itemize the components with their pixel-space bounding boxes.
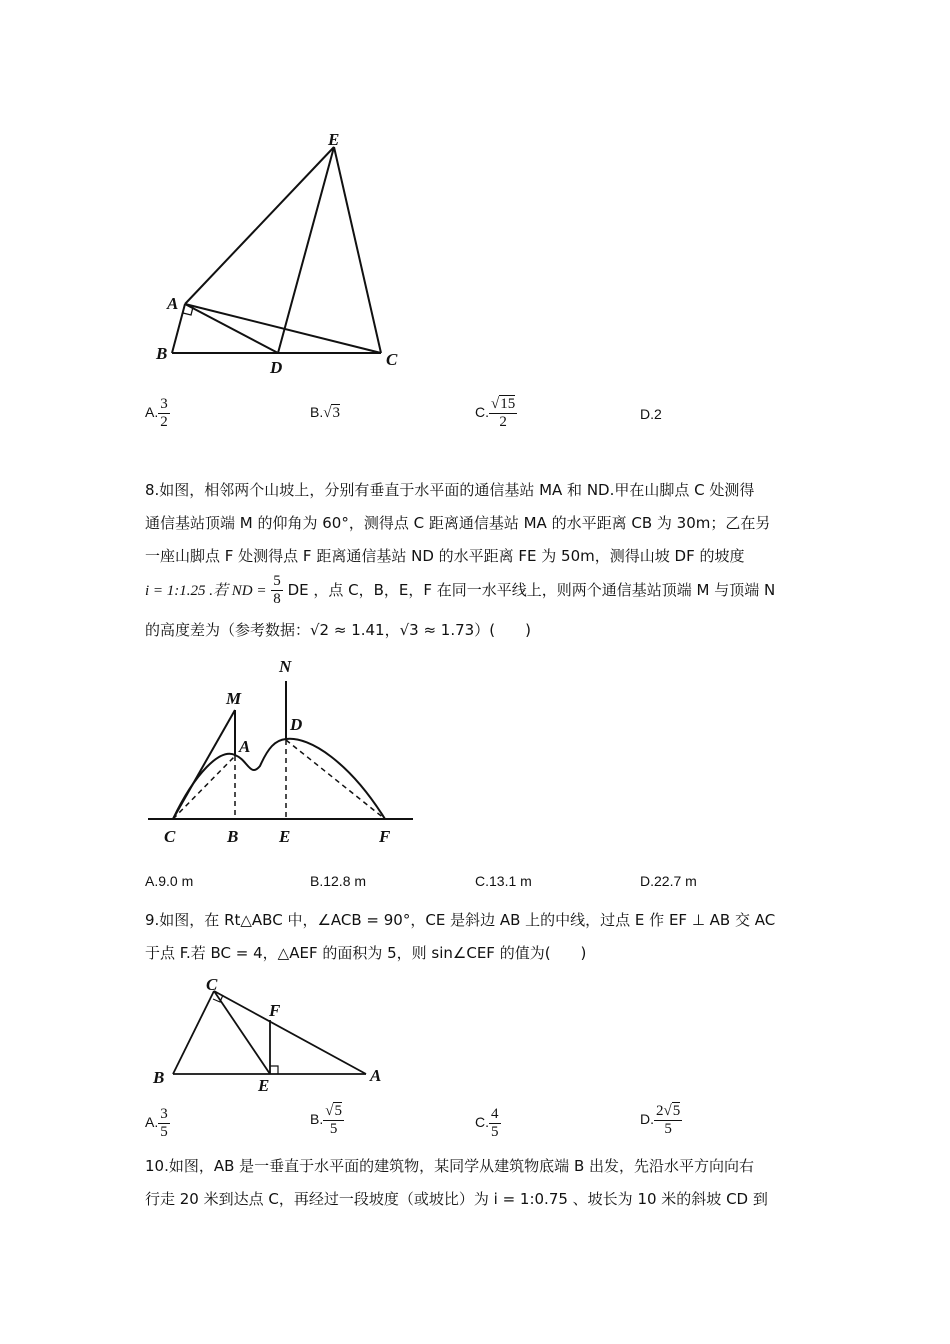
label-f: F [269,1001,281,1020]
q9-option-c[interactable]: C. $\frac{4}{5}$ [475,1106,499,1140]
label-e: E [279,827,291,846]
q8-line-5: 的高度差为（参考数据：√2 ≈ 1.41，√3 ≈ 1.73）( ) [145,621,531,639]
figure-two-hills [140,648,430,848]
label-n: N [279,657,292,676]
question-8 [145,474,810,647]
q9-option-b[interactable]: B. $\frac{√5}{5}$ [310,1103,342,1137]
figure-triangle-eabdc [150,125,420,380]
label-d: D [270,358,283,377]
q7-option-a[interactable]: A. $\frac{3}{2}$ [145,396,168,430]
q9-option-a[interactable]: A. $\frac{3}{5}$ [145,1106,168,1140]
q9-line-1: 9.如图，在 Rt△ABC 中，∠ACB = 90°，CE 是斜边 AB 上的中线，过点 E 作 EF ⊥ AB 交 AC [145,911,776,929]
q7-option-b[interactable]: B.√3 [310,404,340,421]
q8-line-1: 8.如图，相邻两个山坡上，分别有垂直于水平面的通信基站 MA 和 ND.甲在山脚点 C 处测得 [145,481,755,499]
q10-line-1: 10.如图，AB 是一垂直于水平面的建筑物，某同学从建筑物底端 B 出发，先沿水平方向向右 [145,1157,755,1175]
q8-line-3: 一座山脚点 F 处测得点 F 距离通信基站 ND 的水平距离 FE 为 50m，测得山坡 DF 的坡度 [145,547,745,565]
q8-option-a[interactable]: A.9.0 m [145,873,194,889]
label-d: D [290,715,303,734]
q8-option-c[interactable]: C.13.1 m [475,873,532,889]
label-b: B [227,827,239,846]
label-f: F [379,827,391,846]
label-c: C [164,827,176,846]
q8-line-4: i = 1:1.25 .若 ND = $\frac{5}{8}$ DE ，点 C，B，E，F 在同一水平线上，则两个通信基站顶端 M 与顶端 N [145,573,776,607]
label-c: C [206,975,218,994]
label-m: M [226,689,242,708]
q10-line-2: 行走 20 米到达点 C，再经过一段坡度（或坡比）为 i = 1:0.75 、坡长为 10 米的斜坡 CD 到 [145,1190,768,1208]
label-a: A [239,737,251,756]
label-a: A [167,294,179,313]
q9-option-d[interactable]: D. $\frac{2√5}{5}$ [640,1103,681,1137]
label-e: E [328,130,340,149]
label-c: C [386,350,398,369]
q8-option-b[interactable]: B.12.8 m [310,873,367,889]
q9-line-2: 于点 F.若 BC = 4，△AEF 的面积为 5，则 sin∠CEF 的值为( ) [145,944,587,962]
question-10 [145,1150,810,1216]
label-e: E [258,1076,270,1095]
label-b: B [153,1068,165,1087]
q8-option-d[interactable]: D.22.7 m [640,873,697,889]
question-9 [145,904,810,970]
q7-option-d[interactable]: D.2 [640,406,662,422]
q8-line-2: 通信基站顶端 M 的仰角为 60°，测得点 C 距离通信基站 MA 的水平距离 CB 为 30m；乙在另 [145,514,771,532]
label-a: A [370,1066,382,1085]
q7-option-c[interactable]: C. $\frac{√15}{2}$ [475,396,516,430]
figure-right-triangle-abc [148,975,393,1095]
label-b: B [156,344,168,363]
